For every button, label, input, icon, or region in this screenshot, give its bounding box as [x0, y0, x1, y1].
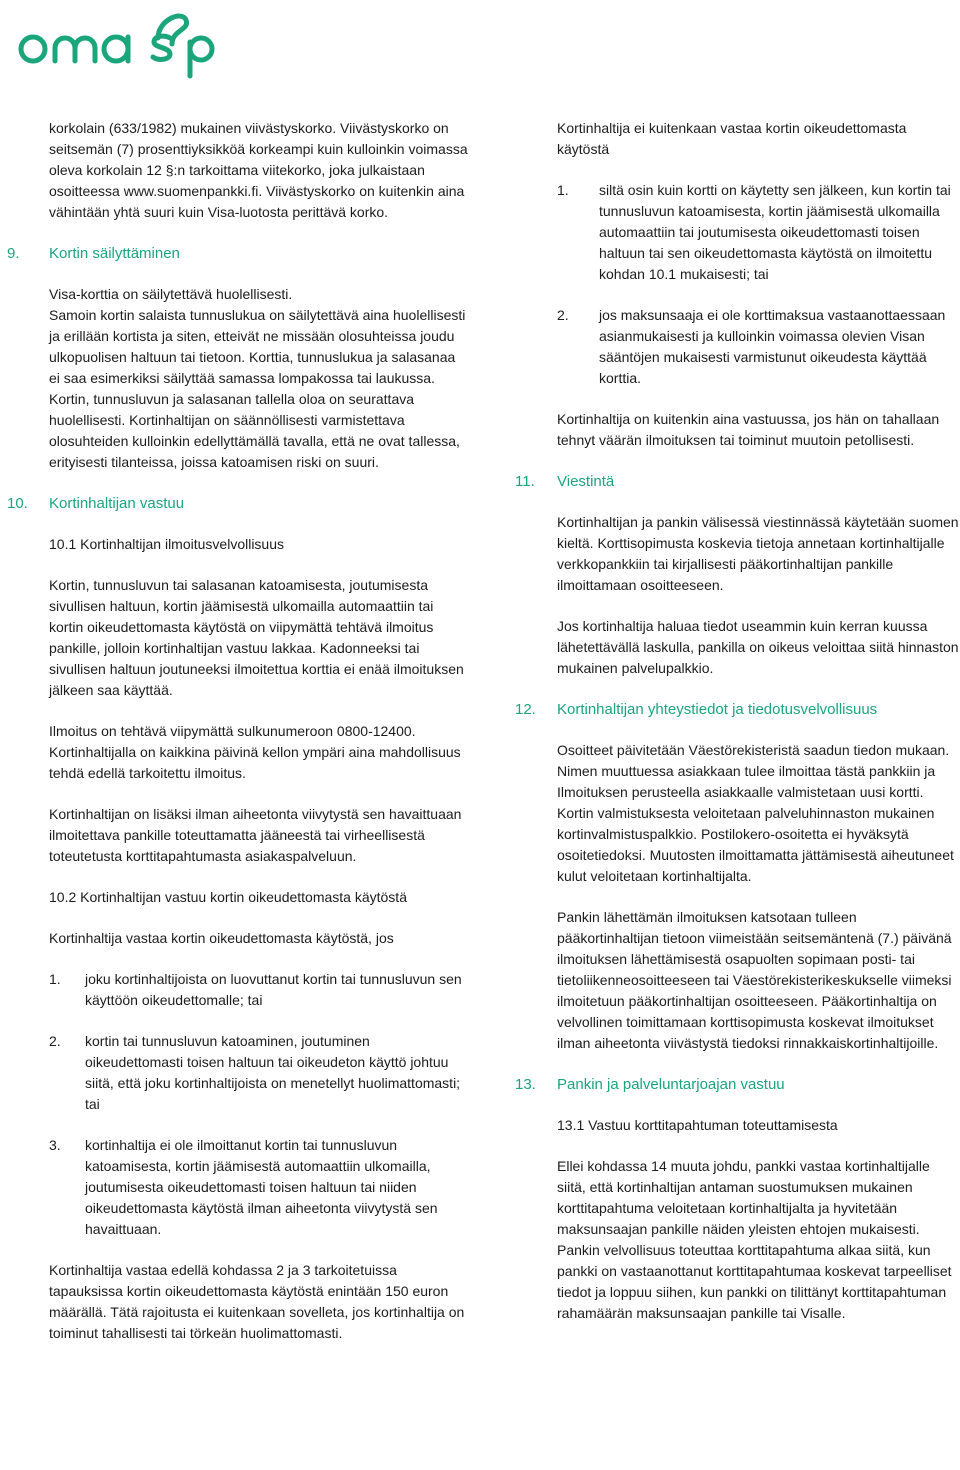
section-11-heading: [515, 471, 960, 492]
notice-delivery-paragraph: Pankin lähettämän ilmoituksen katsotaan tulleen pääkortinhaltijan tietoon viimeistään seitsemäntenä (7.) päivänä ilmoituksen lähettämisestä osapuolten sopimaan posti- tai tietoliikenneosoitteeseen tai Väestörekisterikeskukselle viimeksi ilmoitetuun pääkortinhaltijan osoitteeseen. Pääkortinhaltija on velvollinen toimittamaan korttisopimusta koskevat ilmoitukset ilman aiheetonta viivästystä tiedoksi rinnakkaiskortinhaltijoille.: [557, 909, 952, 1051]
list-item-number: 2.: [557, 307, 569, 323]
no-liability-intro: Kortinhaltija ei kuitenkaan vastaa kortin oikeudettomasta käytöstä: [557, 120, 907, 157]
list-item: [49, 1135, 469, 1240]
storage-paragraph: Samoin kortin salaista tunnuslukua on säilytettävä aina huolellisesti ja erillään kortista ja siten, etteivät ne missään olosuhteissa joudu ulkopuolisen haltuun tai tietoon. Korttia, tunnuslukua ja salasanaa ei saa esimerkiksi säilyttää samassa lompakossa tai laukussa. Kortin, tunnusluvun ja salasanan tallella oloa on seurattava huolellisesti. Kortinhaltijan on säännöllisesti varmistettava olosuhteiden kulloinkin edellyttämällä tavalla, että ne ovat tallessa, erityisesti tilanteissa, joissa katoamisen riski on suuri.: [49, 307, 466, 470]
address-paragraph: Osoitteet päivitetään Väestörekisteristä saadun tiedon mukaan. Nimen muuttuessa asiakkaan tulee ilmoittaa tästä pankkiin ja Ilmoituksen perusteella asiakkaalle valmistetaan uusi kortti. Kortin valmistuksesta veloitetaan palveluhinnaston mukainen kortinvalmistuspalkkio. Postilokero-osoitetta ei hyväksytä osoitetiedoksi. Muutosten ilmoittamatta jättämisestä aiheutuneet kulut veloitetaan kortinhaltijalta.: [557, 742, 954, 884]
section-number: 11.: [515, 473, 535, 490]
section-title: Kortinhaltijan yhteystiedot ja tiedotusvelvollisuus: [557, 701, 878, 718]
section-12-heading: [515, 699, 960, 720]
list-item-number: 2.: [49, 1033, 61, 1049]
left-column: [7, 118, 469, 1364]
section-9-heading: [7, 243, 469, 264]
fraud-paragraph: Kortinhaltija on kuitenkin aina vastuussa, jos hän on tahallaan tehnyt väärän ilmoituksen tai toiminut muutoin petollisesti.: [557, 411, 940, 448]
execution-liability-paragraph: Ellei kohdassa 14 muuta johdu, pankki vastaa kortinhaltijalle siitä, että kortinhaltijan antaman suostumuksen mukainen korttitapahtuma veloitetaan kortinhaltijalta ja hyvitetään maksunsaajan pankille näiden yleisten ehtojen mukaisesti. Pankin velvollisuus toteuttaa korttitapahtuma alkaa siitä, kun pankki on vastaanottanut korttitapahtumaa koskevat tarpeelliset tiedot ja loppuu siihen, kun pankki on tilittänyt korttitapahtuman rahamäärän maksunsaajan pankille tai Visalle.: [557, 1158, 952, 1321]
list-item: [557, 305, 960, 389]
section-number: 13.: [515, 1076, 536, 1093]
section-13-heading: [515, 1074, 960, 1095]
subsection-13-1-title: 13.1 Vastuu korttitapahtuman toteuttamisesta: [557, 1117, 838, 1133]
omasp-logo: [10, 4, 220, 90]
section-number: 12.: [515, 701, 536, 718]
list-item-text: joku kortinhaltijoista on luovuttanut kortin tai tunnusluvun sen käyttöön oikeudettomalle; tai: [85, 971, 462, 1008]
liability-intro: Kortinhaltija vastaa kortin oikeudettomasta käytöstä, jos: [49, 930, 394, 946]
list-item: [49, 1031, 469, 1115]
subsection-10-2-title: 10.2 Kortinhaltijan vastuu kortin oikeudettomasta käytöstä: [49, 889, 407, 905]
invoice-frequency-paragraph: Jos kortinhaltija haluaa tiedot useammin kuin kerran kuussa lähetettävällä laskulla, pankilla on oikeus veloittaa siitä hinnaston mukainen palvelupalkkio.: [557, 618, 959, 676]
subsection-10-1-title: 10.1 Kortinhaltijan ilmoitusvelvollisuus: [49, 536, 285, 552]
section-number: 10.: [7, 495, 28, 512]
liability-limit-paragraph: Kortinhaltija vastaa edellä kohdassa 2 ja 3 tarkoitetuissa tapauksissa kortin oikeudettomasta käytöstä enintään 150 euron määrällä. Tätä rajoitusta ei kuitenkaan sovelleta, jos kortinhaltija on toiminut tahallisesti tai törkeän huolimattomasti.: [49, 1262, 465, 1341]
list-item-text: jos maksunsaaja ei ole korttimaksua vastaanottaessaan asianmukaisesti ja kulloinkin voimassa olevien Visan sääntöjen mukaisesti varmistunut oikeudesta käyttää korttia.: [599, 307, 946, 386]
list-item-text: siltä osin kuin kortti on käytetty sen jälkeen, kun kortin tai tunnusluvun katoamisesta, kortin jäämisestä ulkomailla automaattiin tai joutumisesta oikeudettomasti toisen haltuun tai sen oikeudettomasta käytöstä on ilmoitettu kohdan 10.1 mukaisesti; tai: [599, 182, 951, 282]
list-item-text: kortin tai tunnusluvun katoaminen, joutuminen oikeudettomasti toisen haltuun tai oikeudeton käyttö johtuu siitä, että joku kortinhaltijoista on menetellyt huolimattomasti; tai: [85, 1033, 461, 1112]
list-item-text: kortinhaltija ei ole ilmoittanut kortin tai tunnusluvun katoamisesta, kortin jäämisestä automaattiin ulkomailla, joutumisesta oikeudettomasti toisen haltuun tai niiden oikeudettomasta käytöstä ilman aiheetonta viivytystä sen havaittuaan.: [85, 1137, 438, 1237]
list-item-number: 1.: [49, 971, 61, 987]
hotline-paragraph: Ilmoitus on tehtävä viipymättä sulkunumeroon 0800-12400. Kortinhaltijalla on kaikkina päivinä kellon ympäri aina mahdollisuus tehdä edellä tarkoitettu ilmoitus.: [49, 723, 461, 781]
list-item: [557, 180, 960, 285]
notification-paragraph: Kortin, tunnusluvun tai salasanan katoamisesta, joutumisesta sivullisen haltuun, kortin jäämisestä ulkomailla automaattiin tai kortin oikeudettomasta käytöstä on viipymättä tehtävä ilmoitus pankille, jolloin kortinhaltijan vastuu lakkaa. Kadonneeksi tai sivullisen haltuun joutuneeksi ilmoitettua korttia ei enää ilmoituksen jälkeen saa käyttää.: [49, 577, 464, 698]
section-title: Kortinhaltijan vastuu: [49, 495, 185, 512]
storage-paragraph-intro: Visa-korttia on säilytettävä huolellisesti.: [49, 286, 293, 302]
interest-paragraph: korkolain (633/1982) mukainen viivästyskorko. Viivästyskorko on seitsemän (7) prosenttiyksikköä korkeampi kuin kulloinkin voimassa oleva korkolain 12 §:n tarkoittama viitekorko, joka julkaistaan osoitteessa www.suomenpankki.fi. Viivästyskorko on kuitenkin aina vähintään yhtä suuri kuin Visa-luotosta perittävä korko.: [49, 120, 468, 220]
section-title: Viestintä: [557, 473, 615, 490]
section-10-heading: [7, 493, 469, 514]
customer-service-paragraph: Kortinhaltijan on lisäksi ilman aiheetonta viivytystä sen havaittuaan ilmoitettava pankille toteuttamatta jääneestä tai virheellisestä toteutetusta korttitapahtumasta asiakaspalveluun.: [49, 806, 462, 864]
section-title: Pankin ja palveluntarjoajan vastuu: [557, 1076, 785, 1093]
right-column: [515, 118, 960, 1344]
section-title: Kortin säilyttäminen: [49, 245, 180, 262]
communication-paragraph: Kortinhaltijan ja pankin välisessä viestinnässä käytetään suomen kieltä. Korttisopimusta koskevia tietoja annetaan kortinhaltijalle verkkopankkiin tai kirjallisesti pääkortinhaltijan pankille ilmoittamaan osoitteeseen.: [557, 514, 959, 593]
section-number: 9.: [7, 245, 20, 262]
list-item: [49, 969, 469, 1011]
list-item-number: 1.: [557, 182, 569, 198]
list-item-number: 3.: [49, 1137, 61, 1153]
